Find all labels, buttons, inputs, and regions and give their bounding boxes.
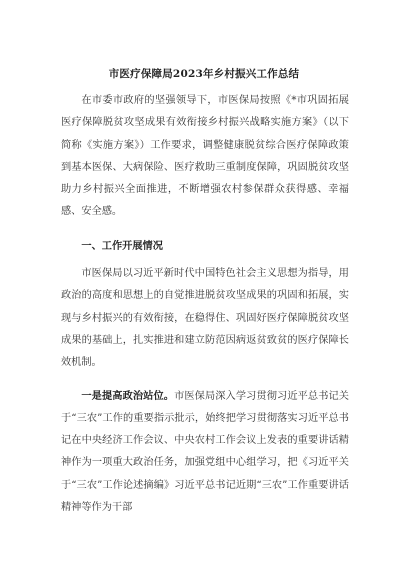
document-body bbox=[61, 90, 349, 519]
work-status-paragraph: 市医保局以习近平新时代中国特色社会主义思想为指导，用政治的高度和思想上的自觉推进脱贫攻坚成果的巩固和拓展，实现与乡村振兴的有效衔接，在稳得住、巩固好医疗保障脱贫攻坚成果的基础上，扎实推进和建立防范因病返贫致贫的医疗保障长效机制。 bbox=[61, 268, 349, 369]
point-one-paragraph bbox=[61, 385, 349, 520]
point-one-text: 市医保局深入学习贯彻习近平总书记关于“三农”工作的重要指示批示，始终把学习贯彻落实习近平总书记在中央经济工作会议、中央农村工作会议上发表的重要讲话精神作为一项重大政治任务，加强党组中心组学习，把《习近平关于“三农”工作论述摘编》习近平总书记近期“三农”工作重要讲话精神等作为干部 bbox=[61, 390, 349, 514]
document-title: 市医疗保障局2023年乡村振兴工作总结 bbox=[108, 68, 300, 80]
paragraph-spacer bbox=[61, 375, 349, 385]
point-one-lead: 一是提高政治站位。 bbox=[81, 389, 175, 402]
section-heading-work-status: 一、工作开展情况 bbox=[81, 239, 163, 252]
intro-paragraph: 在市委市政府的坚强领导下，市医保局按照《*市巩固拓展医疗保障脱贫攻坚成果有效衔接乡村振兴战略实施方案》（以下简称《实施方案》）工作要求，调整健康脱贫综合医疗保障政策到基本医保、大病保险、医疗救助三重制度保障，巩固脱贫攻坚助力乡村振兴全面推进，不断增强农村参保群众获得感、幸福感、安全感。 bbox=[61, 95, 349, 218]
